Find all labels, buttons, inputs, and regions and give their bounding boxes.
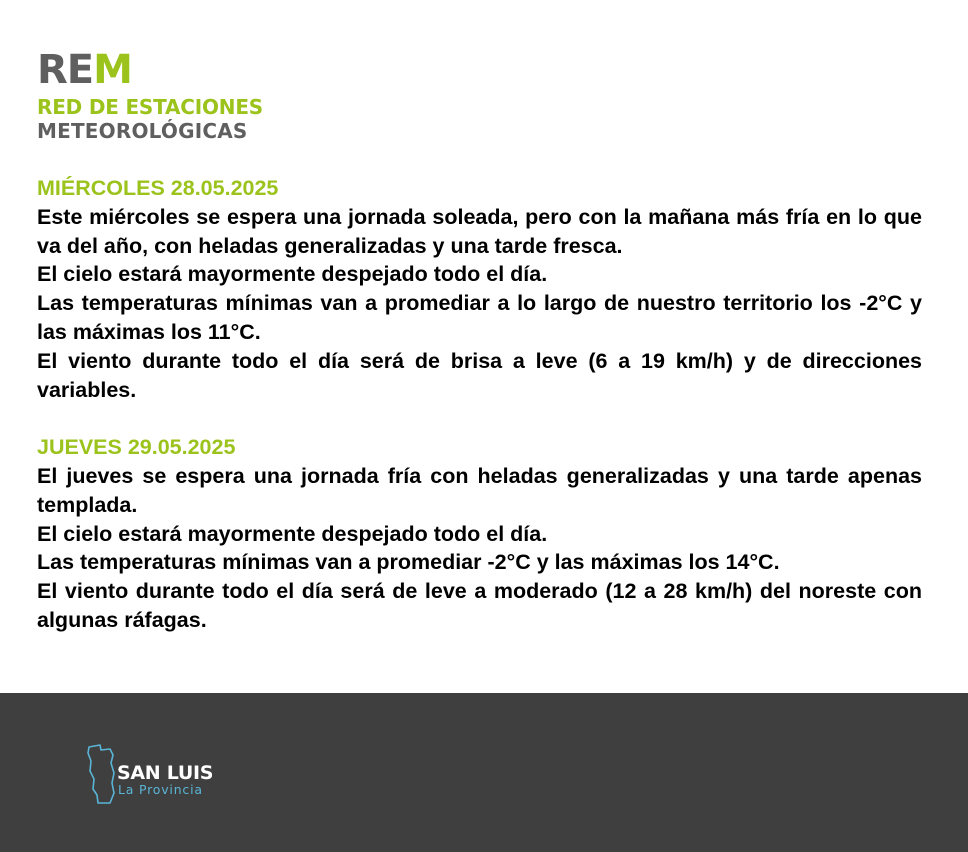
logo-wordmark xyxy=(37,47,263,93)
forecast-paragraph: El viento durante todo el día será de brisa a leve (6 a 19 km/h) y de direcciones variables. xyxy=(37,348,922,402)
forecast-paragraph: El jueves se espera una jornada fría con heladas generalizadas y una tarde apenas templada. xyxy=(37,463,922,517)
day-title: JUEVES 29.05.2025 xyxy=(37,435,236,460)
forecast-paragraph: El viento durante todo el día será de leve a moderado (12 a 28 km/h) del noreste con algunas ráfagas. xyxy=(37,579,922,632)
san-luis-map-icon xyxy=(86,743,116,805)
day-block-wednesday xyxy=(37,174,922,404)
day-block-thursday xyxy=(37,433,922,635)
forecast-paragraph: Este miércoles se espera una jornada soleada, pero con la mañana más fría en lo que va del año, con heladas generalizadas y una tarde fresca. xyxy=(37,204,922,258)
logo-re: RE xyxy=(37,47,94,93)
forecast-paragraph: Las temperaturas mínimas van a promediar -2°C y las máximas los 14°C. xyxy=(37,550,780,575)
san-luis-title: SAN LUIS xyxy=(117,762,214,784)
forecast-content xyxy=(37,174,922,635)
day-separator xyxy=(37,404,922,433)
logo-m: M xyxy=(93,47,132,93)
logo-line-2: METEOROLÓGICAS xyxy=(37,119,248,143)
day-title: MIÉRCOLES 28.05.2025 xyxy=(37,176,279,200)
forecast-paragraph: Las temperaturas mínimas van a promediar a lo largo de nuestro territorio los -2°C y las máximas los 11°C. xyxy=(37,291,922,344)
footer-bar xyxy=(0,693,968,852)
forecast-paragraph: El cielo estará mayormente despejado todo el día. xyxy=(37,262,548,287)
rem-logo xyxy=(37,47,264,143)
san-luis-subtitle: La Provincia xyxy=(118,782,203,797)
forecast-paragraph: El cielo estará mayormente despejado todo el día. xyxy=(37,521,548,546)
logo-line-1: RED DE ESTACIONES xyxy=(37,95,264,119)
